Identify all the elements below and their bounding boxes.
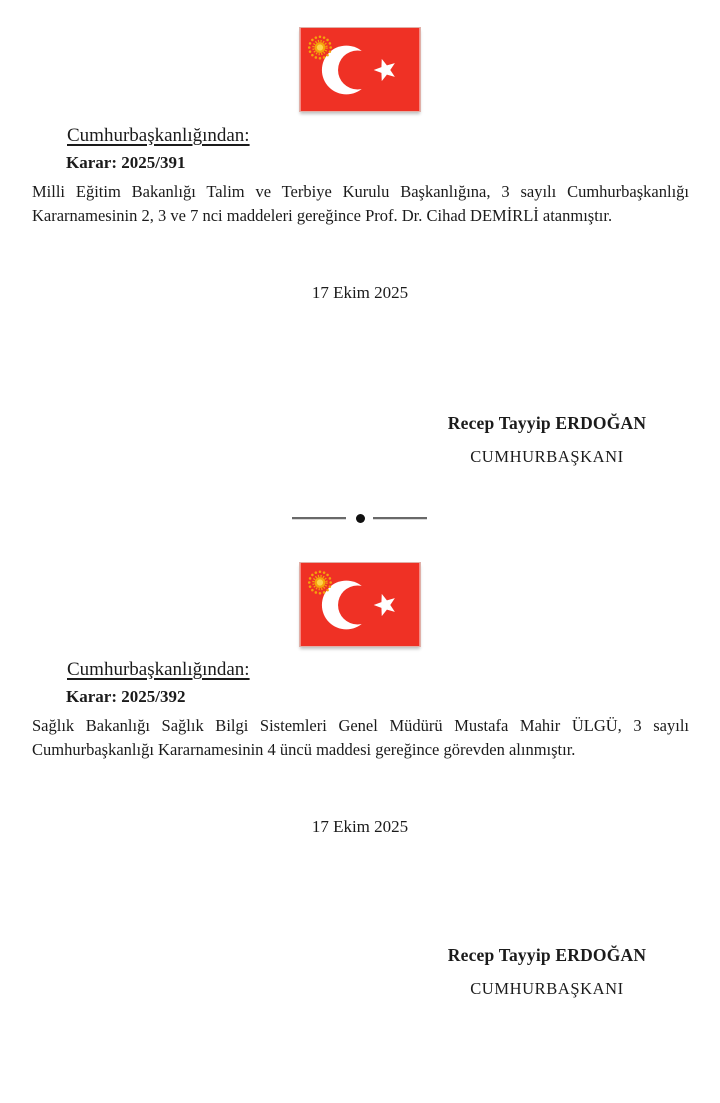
signature-name: Recep Tayyip ERDOĞAN <box>447 945 647 965</box>
signature-title: CUMHURBAŞKANI <box>470 979 624 998</box>
divider-dot <box>356 514 365 523</box>
signature-name: Recep Tayyip ERDOĞAN <box>447 413 647 433</box>
decision-body-text: Milli Eğitim Bakanlığı Talim ve Terbiye Kurulu Başkanlığına, 3 sayılı Cumhurbaşkanlığı Kararnamesinin 2, 3 ve 7 nci maddeleri gereğince Prof. Dr. Cihad DEMİRLİ atanmıştır. <box>32 182 689 225</box>
signature-title: CUMHURBAŞKANI <box>470 447 624 466</box>
decision-number: Karar: 2025/391 <box>66 153 186 172</box>
turkish-presidential-flag-icon <box>299 562 421 647</box>
decision-date: 17 Ekim 2025 <box>311 283 409 302</box>
decision-body-text: Sağlık Bakanlığı Sağlık Bilgi Sistemleri Genel Müdürü Mustafa Mahir ÜLGÜ, 3 sayılı Cumhurbaşkanlığı Kararnamesinin 4 üncü maddesi gereğince görevden alınmıştır. <box>32 716 689 759</box>
turkish-presidential-flag-icon <box>299 27 421 112</box>
signature-block <box>397 945 697 999</box>
divider-line-left <box>292 517 346 519</box>
divider-line-right <box>373 517 427 519</box>
issuer-heading: Cumhurbaşkanlığından: <box>67 659 250 680</box>
decision-number: Karar: 2025/392 <box>66 687 186 706</box>
section-divider <box>0 511 720 525</box>
signature-block <box>397 413 697 467</box>
issuer-heading: Cumhurbaşkanlığından: <box>67 125 250 146</box>
decision-date: 17 Ekim 2025 <box>311 817 409 836</box>
